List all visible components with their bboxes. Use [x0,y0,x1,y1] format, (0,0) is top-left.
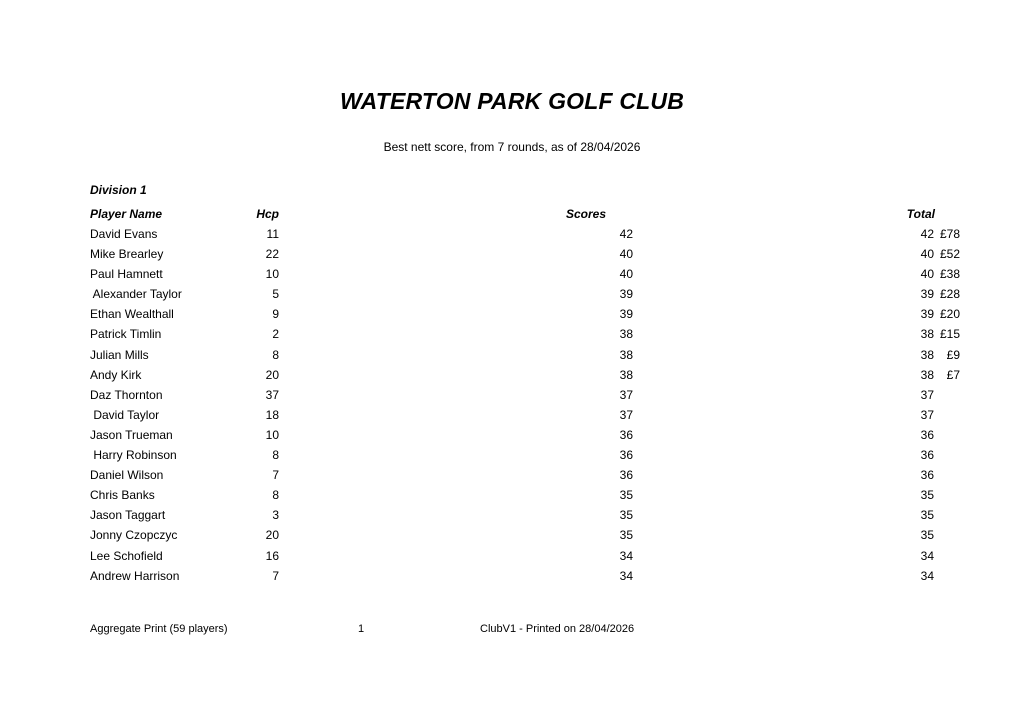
results-table [0,224,1024,586]
player-total: 36 [920,448,934,463]
player-score: 37 [619,407,633,422]
player-prize: £28 [939,287,960,302]
player-name: Jason Taggart [90,508,166,523]
table-row [0,465,1024,485]
player-hcp: 8 [272,488,279,503]
player-hcp: 22 [265,247,279,262]
table-row [0,304,1024,324]
player-name: Daz Thornton [90,387,163,402]
player-total: 40 [920,267,934,282]
player-total: 39 [920,287,934,302]
player-name: Andrew Harrison [90,568,180,583]
footer-player-count: Aggregate Print (59 players) [90,623,228,635]
player-total: 40 [920,247,934,262]
player-score: 38 [619,367,633,382]
player-prize: £7 [946,367,960,382]
player-name: Lee Schofield [90,548,163,563]
player-name: Jason Trueman [90,427,173,442]
player-name: Daniel Wilson [90,468,164,483]
player-score: 35 [619,528,633,543]
division-heading: Division 1 [90,183,147,197]
table-row [0,224,1024,244]
table-row [0,566,1024,586]
player-name: Chris Banks [90,488,155,503]
table-row [0,445,1024,465]
player-score: 40 [619,247,633,262]
player-hcp: 10 [265,427,279,442]
player-hcp: 8 [272,448,279,463]
player-name: Mike Brearley [90,247,164,262]
table-row [0,546,1024,566]
player-total: 36 [920,427,934,442]
player-total: 37 [920,387,934,402]
player-score: 39 [619,287,633,302]
player-score: 35 [619,508,633,523]
page-subtitle: Best nett score, from 7 rounds, as of 28/04/2026 [383,140,641,154]
table-row [0,324,1024,344]
player-hcp: 8 [272,347,279,362]
player-hcp: 20 [265,367,279,382]
table-row [0,425,1024,445]
player-name: Harry Robinson [90,448,177,463]
player-hcp: 11 [266,227,279,241]
player-hcp: 10 [265,267,279,282]
player-prize: £20 [939,307,960,322]
table-row [0,505,1024,525]
player-total: 35 [920,488,934,503]
player-name: Jonny Czopczyc [90,528,178,543]
player-hcp: 16 [265,548,279,563]
footer-page-number: 1 [358,623,365,635]
player-prize: £9 [946,347,960,362]
player-hcp: 7 [272,468,279,483]
header-total: Total [906,207,935,221]
player-hcp: 9 [272,307,279,322]
player-prize: £52 [939,247,960,262]
header-hcp: Hcp [256,207,279,221]
player-prize: £38 [939,267,960,282]
player-total: 37 [920,407,934,422]
player-score: 35 [619,488,633,503]
player-name: David Taylor [90,407,160,422]
player-score: 34 [619,548,633,563]
player-hcp: 5 [272,287,279,302]
player-name: Alexander Taylor [90,287,182,302]
player-total: 35 [920,528,934,543]
table-row [0,525,1024,545]
player-total: 35 [920,508,934,523]
player-hcp: 2 [272,327,279,342]
player-total: 39 [920,307,934,322]
header-scores: Scores [565,207,606,221]
player-score: 36 [619,427,633,442]
player-score: 36 [619,448,633,463]
table-row [0,244,1024,264]
player-total: 42 [920,227,934,241]
player-total: 38 [920,347,934,362]
player-hcp: 18 [265,407,279,422]
player-total: 34 [920,568,934,583]
player-name: David Evans [90,227,158,241]
footer-printed-info: ClubV1 - Printed on 28/04/2026 [480,623,635,635]
player-name: Julian Mills [90,347,149,362]
player-prize: £15 [939,327,960,342]
table-row [0,345,1024,365]
page-title: WATERTON PARK GOLF CLUB [339,88,685,114]
table-row [0,284,1024,304]
player-hcp: 37 [265,387,279,402]
player-score: 38 [619,327,633,342]
player-hcp: 20 [265,528,279,543]
header-player-name: Player Name [90,207,163,221]
player-hcp: 3 [272,508,279,523]
player-score: 36 [619,468,633,483]
player-total: 38 [920,367,934,382]
player-score: 42 [619,227,633,241]
player-total: 34 [920,548,934,563]
player-total: 36 [920,468,934,483]
player-name: Andy Kirk [90,367,142,382]
player-hcp: 7 [272,568,279,583]
table-row [0,485,1024,505]
player-total: 38 [920,327,934,342]
player-score: 37 [619,387,633,402]
player-score: 34 [619,568,633,583]
player-score: 40 [619,267,633,282]
table-row [0,365,1024,385]
player-name: Patrick Timlin [90,327,162,342]
table-row [0,264,1024,284]
table-row [0,385,1024,405]
player-name: Ethan Wealthall [90,307,174,322]
table-row [0,405,1024,425]
player-score: 39 [619,307,633,322]
player-score: 38 [619,347,633,362]
player-prize: £78 [939,227,960,241]
player-name: Paul Hamnett [90,267,163,282]
